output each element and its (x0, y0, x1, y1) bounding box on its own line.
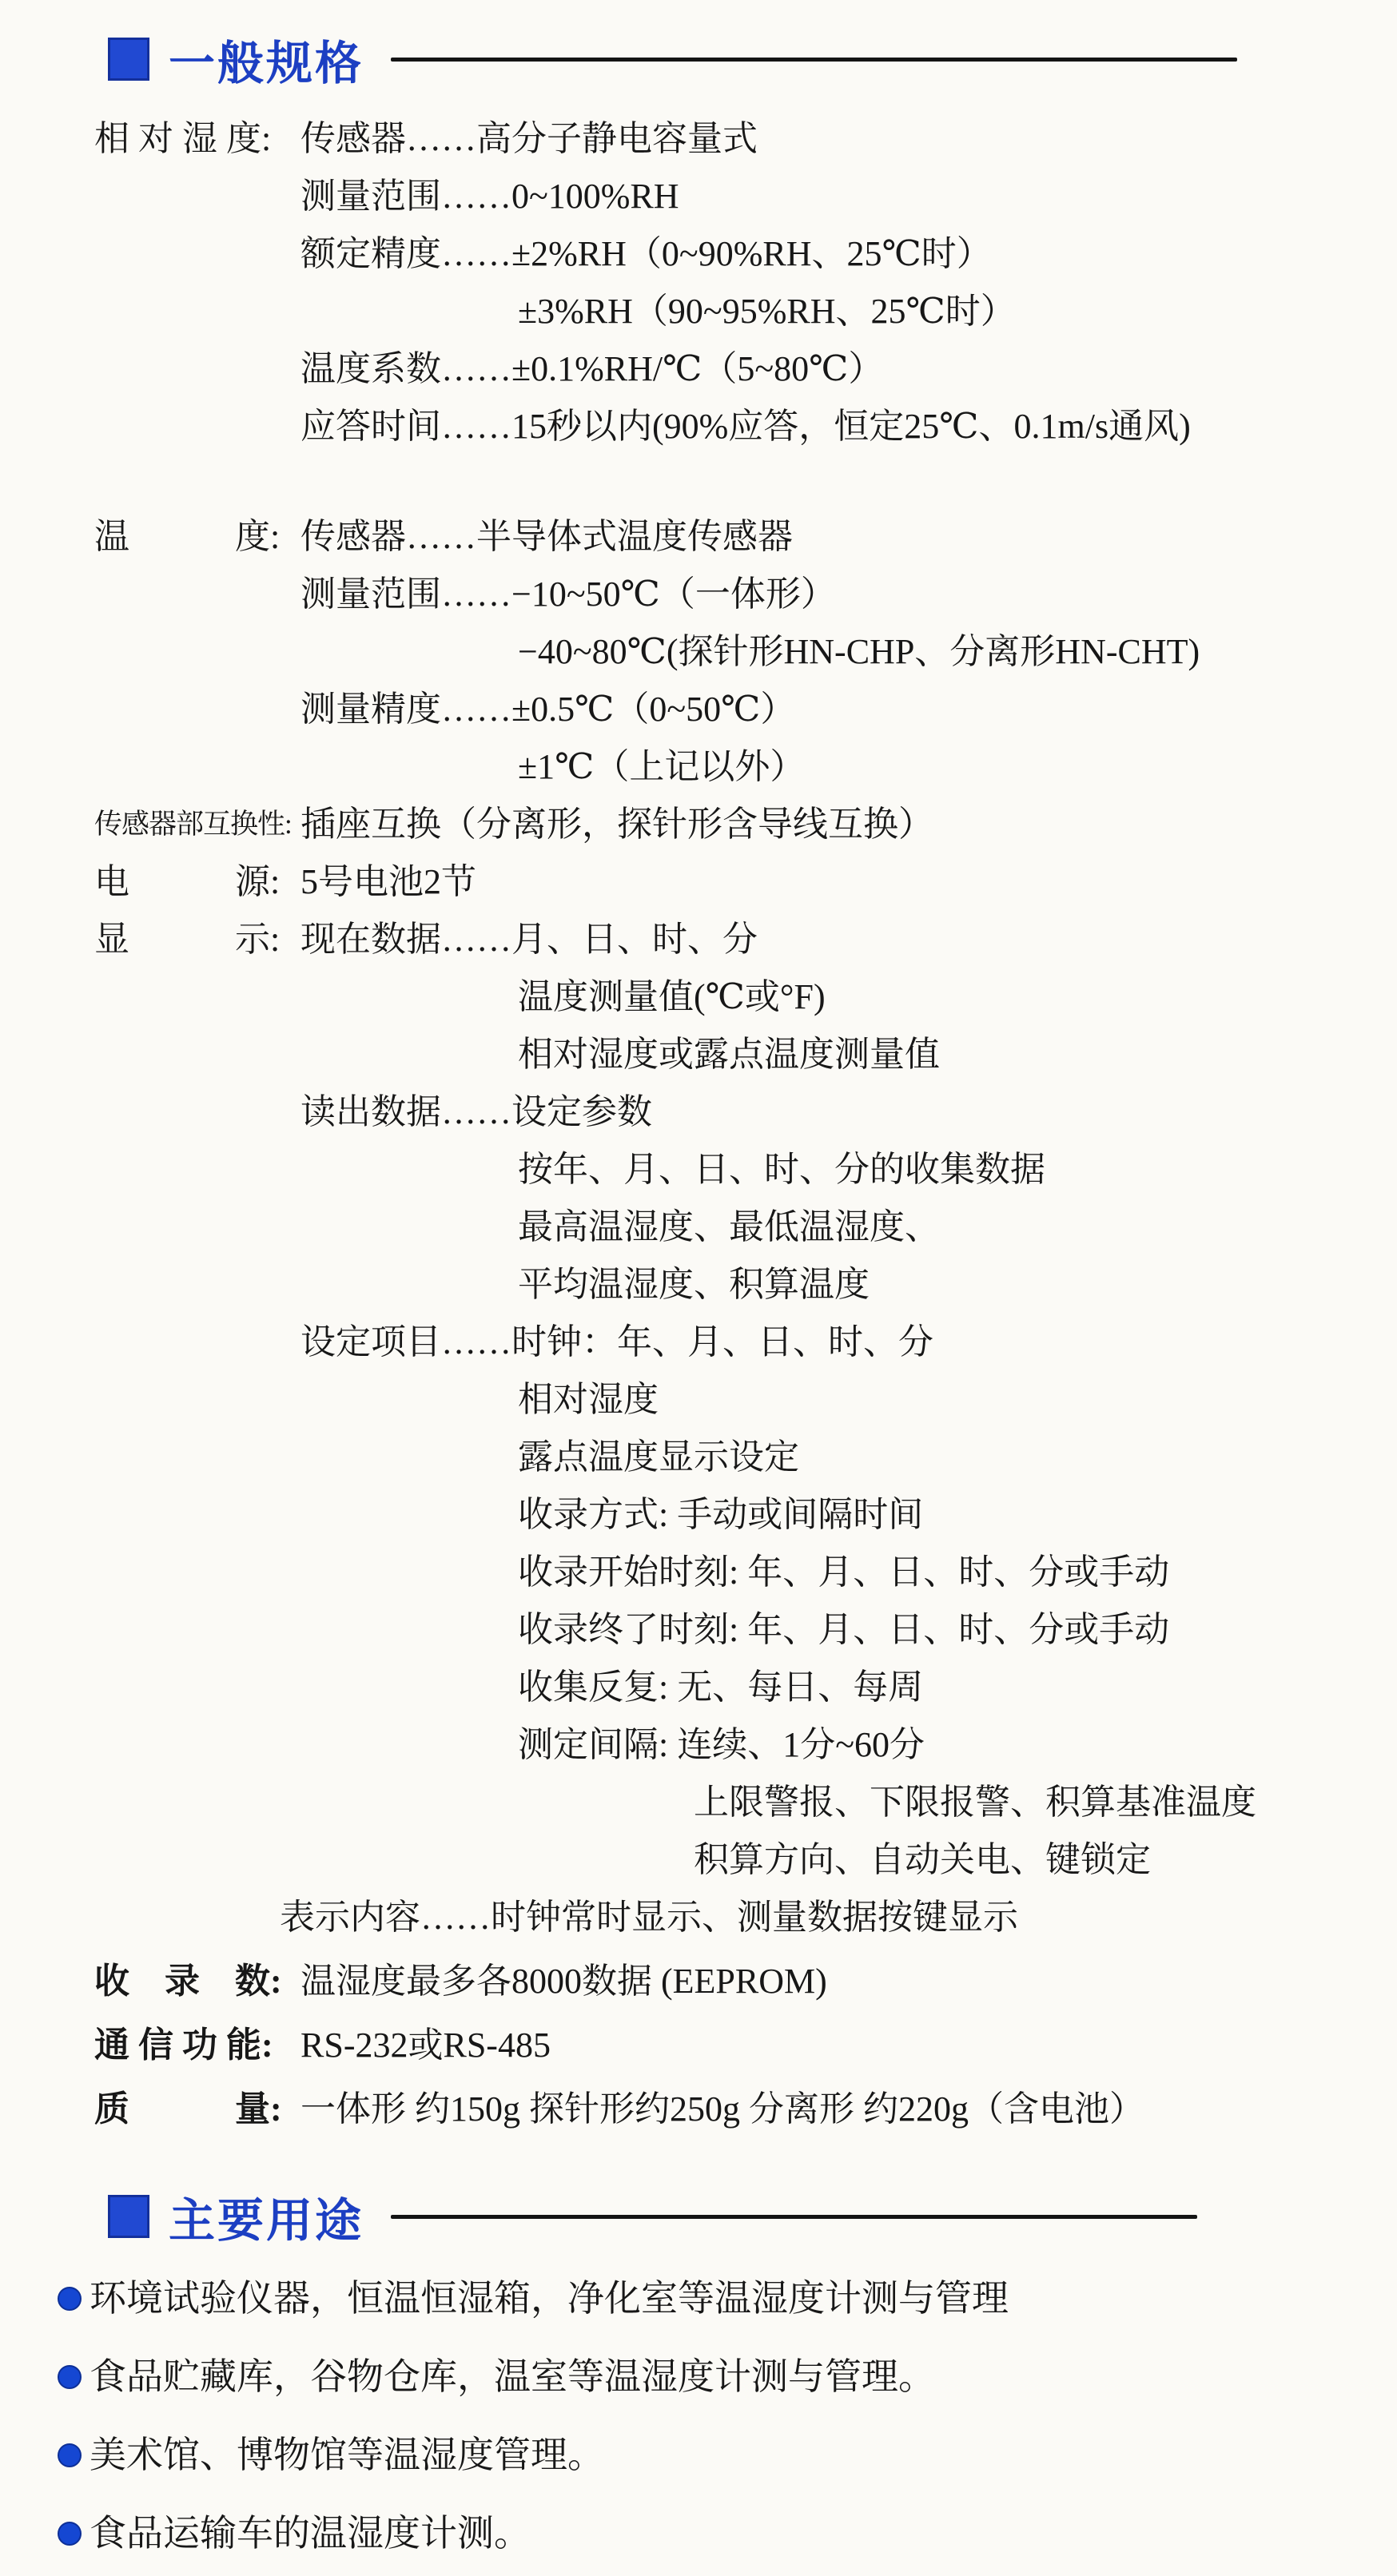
spec-table (0, 110, 1397, 2138)
spec-line: 温度系数……±0.1%RH/℃（5~80℃） (300, 349, 884, 388)
spec-line: 收集反复: 无、每日、每周 (518, 1668, 924, 1707)
spec-line: RS-232或RS-485 (300, 2025, 551, 2065)
usage-item (58, 2274, 1317, 2324)
spec-row-power (0, 853, 1397, 911)
spec-row-sensor-interchange (0, 796, 1397, 853)
spec-line: 测量范围……0~100%RH (300, 177, 679, 216)
spec-line: 温湿度最多各8000数据 (EEPROM) (300, 1962, 827, 2001)
spec-line: 5号电池2节 (300, 862, 476, 901)
spec-line: 相对湿度 (518, 1380, 659, 1419)
spec-line: 测量范围……−10~50℃（一体形） (300, 574, 836, 614)
spec-label: 传感器部互换性: (94, 809, 292, 840)
spec-line: 传感器……高分子静电容量式 (300, 119, 758, 158)
spec-line: 相对湿度或露点温度测量值 (518, 1035, 940, 1074)
spec-line: 测定间隔: 连续、1分~60分 (518, 1725, 925, 1764)
spec-label: 质 量: (94, 2089, 282, 2129)
spec-line: −40~80℃(探针形HN-CHP、分离形HN-CHT) (518, 632, 1200, 671)
spec-line: 收录开始时刻: 年、月、日、时、分或手动 (518, 1552, 1170, 1592)
usage-item (58, 2352, 1317, 2402)
spec-line: 露点温度显示设定 (518, 1437, 799, 1477)
spec-line: 插座互换（分离形，探针形含导线互换） (300, 805, 933, 844)
section-title-usage: 主要用途 (169, 2195, 364, 2247)
spec-row-display (0, 911, 1397, 1946)
spec-lines (300, 853, 1397, 911)
blue-square-icon (108, 38, 149, 81)
spec-label: 温 度: (94, 517, 281, 556)
usage-text: 环境试验仪器，恒温恒湿箱，净化室等温湿度计测与管理 (90, 2278, 1009, 2319)
bullet-icon (58, 2365, 82, 2389)
spec-line: 表示内容……时钟常时显示、测量数据按键显示 (280, 1898, 1018, 1937)
spec-line: 设定项目……时钟：年、月、日、时、分 (300, 1322, 933, 1362)
usage-text: 美术馆、博物馆等温湿度管理。 (90, 2435, 604, 2475)
blue-square-icon (108, 2195, 149, 2238)
usage-item (58, 2509, 1317, 2558)
spec-lines (300, 2081, 1397, 2138)
spec-line: 积算方向、自动关电、键锁定 (694, 1840, 1151, 1879)
spec-line: 按年、月、日、时、分的收集数据 (518, 1150, 1045, 1189)
spec-line: 读出数据……设定参数 (300, 1092, 652, 1131)
spec-lines (300, 1953, 1397, 2010)
spec-lines (300, 2017, 1397, 2074)
spec-label: 相 对 湿 度: (94, 119, 272, 158)
section-rule (391, 2215, 1197, 2219)
spec-row-humidity (0, 110, 1397, 455)
spec-row-weight (0, 2081, 1397, 2138)
spec-line: 应答时间……15秒以内(90%应答，恒定25℃、0.1m/s通风) (300, 407, 1191, 446)
spec-row-record-count (0, 1953, 1397, 2010)
spec-line: 测量精度……±0.5℃（0~50℃） (300, 690, 796, 729)
spec-lines (300, 110, 1397, 455)
spec-line: 上限警报、下限报警、积算基准温度 (694, 1783, 1256, 1822)
usage-text: 食品贮藏库，谷物仓库，温室等温湿度计测与管理。 (90, 2356, 935, 2397)
spec-line: 现在数据……月、日、时、分 (300, 920, 758, 959)
spec-label: 通 信 功 能: (94, 2025, 273, 2065)
spec-line: 传感器……半导体式温度传感器 (300, 517, 793, 556)
usage-text: 食品运输车的温湿度计测。 (90, 2513, 531, 2554)
spec-row-communication (0, 2017, 1397, 2074)
spec-line: 收录终了时刻: 年、月、日、时、分或手动 (518, 1610, 1170, 1649)
spec-lines (280, 911, 1397, 1946)
spec-line: 一体形 约150g 探针形约250g 分离形 约220g（含电池） (300, 2089, 1144, 2129)
spec-lines (300, 508, 1397, 796)
section-rule (391, 58, 1237, 62)
spec-line: 温度测量值(℃或°F) (518, 977, 826, 1016)
spec-label: 收 录 数: (94, 1962, 282, 2001)
spec-line: 收录方式: 手动或间隔时间 (518, 1495, 924, 1534)
spec-line: 最高温湿度、最低温湿度、 (518, 1207, 940, 1246)
spec-lines (300, 796, 1397, 853)
section-header-specs (0, 0, 1237, 93)
section-title-specs: 一般规格 (169, 38, 364, 89)
usage-item (58, 2431, 1317, 2480)
spec-line: 平均温湿度、积算温度 (518, 1265, 870, 1304)
spec-line: ±1℃（上记以外） (518, 747, 806, 786)
spec-label: 显 示: (94, 920, 281, 959)
spec-row-temperature (0, 508, 1397, 796)
bullet-icon (58, 2443, 82, 2467)
spec-line: ±3%RH（90~95%RH、25℃时） (518, 292, 1016, 331)
spec-label: 电 源: (94, 862, 281, 901)
bullet-icon (58, 2287, 82, 2311)
usage-list (58, 2274, 1317, 2558)
bullet-icon (58, 2522, 82, 2546)
spec-line: 额定精度……±2%RH（0~90%RH、25℃时） (300, 234, 992, 273)
section-header-usage (0, 2183, 1197, 2250)
